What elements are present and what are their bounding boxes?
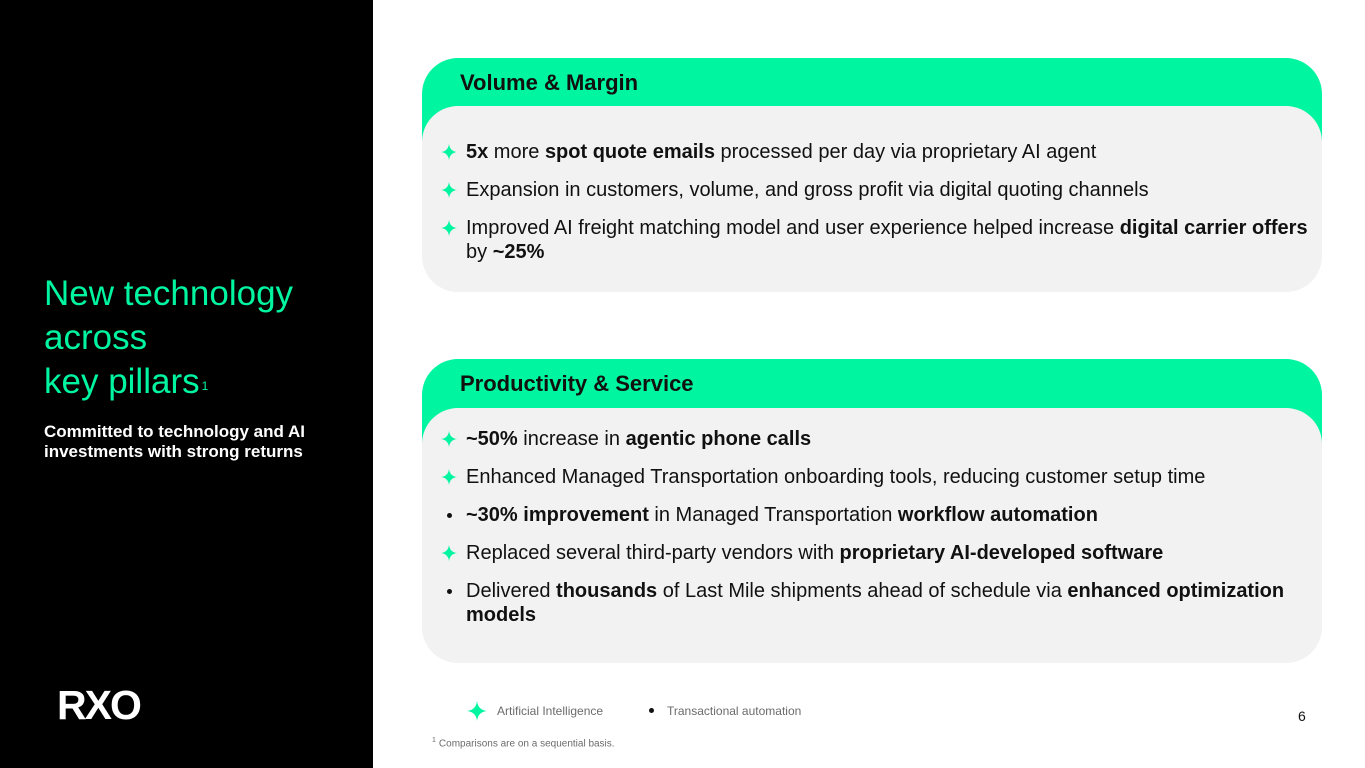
bold-text: thousands [556, 580, 658, 602]
card-body [422, 408, 1322, 663]
hero-title [44, 272, 364, 404]
footnote-text: Comparisons are on a sequential basis. [438, 738, 615, 750]
footnote-marker: 1 [432, 737, 436, 744]
rxo-logo: RXO [57, 682, 140, 728]
sparkle-icon [440, 143, 458, 161]
productivity-service-card [422, 359, 1322, 663]
dot-icon [649, 708, 654, 713]
text: Improved AI freight matching model and user experience helped increase [466, 217, 1120, 239]
text: increase in [517, 428, 626, 450]
list-item [440, 140, 1312, 164]
text: Enhanced Managed Transportation onboarding tools, reducing customer setup time [466, 466, 1206, 488]
page-number: 6 [1298, 708, 1306, 724]
text: more [488, 141, 545, 163]
list-item [440, 216, 1312, 264]
hero-subtitle: Committed to technology and AI investments with strong returns [44, 422, 305, 461]
dot-icon [447, 513, 452, 518]
sparkle-icon [440, 544, 458, 562]
text: in Managed Transportation [648, 504, 898, 526]
list-item [440, 503, 1312, 527]
hero-title-line2: across [44, 318, 148, 357]
bold-text: ~30% improvement [466, 504, 649, 526]
legend-ai-label: Artificial Intelligence [497, 704, 604, 718]
bold-text: workflow automation [897, 504, 1098, 526]
bullet-list [440, 427, 1312, 641]
dot-icon [447, 589, 452, 594]
list-item [440, 541, 1312, 565]
text: Expansion in customers, volume, and gross profit via digital quoting channels [466, 179, 1149, 201]
hero-title-line1: New technology [44, 274, 294, 313]
text: Delivered [466, 580, 557, 602]
list-item [440, 465, 1312, 489]
volume-margin-card [422, 58, 1322, 292]
sparkle-icon [440, 430, 458, 448]
bold-text: enhanced optimization models [466, 580, 1285, 626]
text: of Last Mile shipments ahead of schedule via [657, 580, 1068, 602]
bold-text: proprietary AI-developed software [839, 542, 1164, 564]
text: by [466, 241, 493, 263]
list-item [440, 178, 1312, 202]
bold-text: ~50% [466, 428, 518, 450]
text: processed per day via proprietary AI agent [714, 141, 1097, 163]
card-title: Volume & Margin [460, 70, 639, 95]
sparkle-icon [440, 181, 458, 199]
sparkle-icon [440, 219, 458, 237]
hero-title-line3: key pillars [44, 362, 200, 401]
sparkle-icon [440, 468, 458, 486]
text: Replaced several third-party vendors with [466, 542, 840, 564]
bold-text: digital carrier offers [1119, 217, 1308, 239]
footnote [432, 737, 615, 749]
left-panel [0, 0, 373, 768]
card-title: Productivity & Service [460, 371, 694, 396]
bold-text: spot quote emails [544, 141, 715, 163]
sparkle-icon [466, 700, 488, 722]
bold-text: ~25% [492, 241, 545, 263]
legend-transactional-label: Transactional automation [667, 704, 802, 718]
bullet-list [440, 140, 1312, 278]
hero-title-footnote-ref: 1 [201, 379, 209, 393]
bold-text: agentic phone calls [625, 428, 812, 450]
card-body [422, 106, 1322, 292]
list-item [440, 579, 1312, 627]
bold-text: 5x [466, 141, 489, 163]
list-item [440, 427, 1312, 451]
